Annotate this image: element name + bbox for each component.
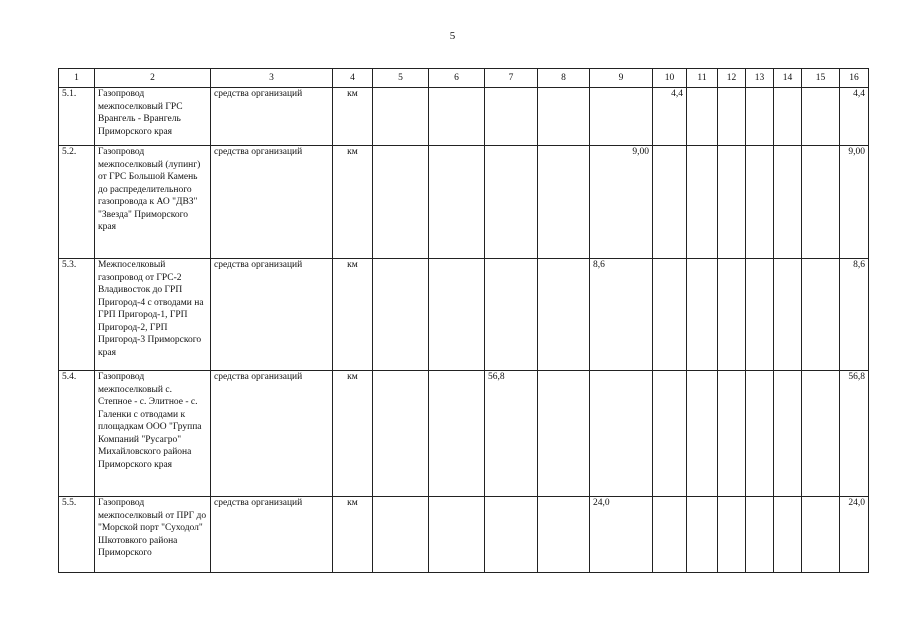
col-header-14: 14: [774, 69, 802, 88]
cell-col16: 8,6: [840, 259, 869, 371]
cell-col6: [429, 371, 485, 497]
cell-col15: [802, 371, 840, 497]
cell-col16: 56,8: [840, 371, 869, 497]
col-header-13: 13: [746, 69, 774, 88]
funding-source: средства организаций: [211, 146, 333, 259]
cell-col5: [373, 497, 429, 573]
cell-col5: [373, 146, 429, 259]
cell-col8: [538, 146, 590, 259]
cell-col13: [746, 497, 774, 573]
cell-col16: 4,4: [840, 88, 869, 146]
cell-col9: 9,00: [590, 146, 653, 259]
cell-col10: [653, 497, 687, 573]
cell-col12: [718, 259, 746, 371]
col-header-8: 8: [538, 69, 590, 88]
page-number: 5: [449, 30, 456, 42]
table-row: [59, 146, 869, 259]
object-name: Межпоселковый газопровод от ГРС-2 Владивосток до ГРП Пригород-4 с отводами на ГРП Пригород-1, ГРП Пригород-2, ГРП Пригород-3 Приморского края: [95, 259, 211, 371]
object-name: Газопровод межпоселковый от ПРГ до "Морской порт "Суходол" Шкотовкого района Приморского: [95, 497, 211, 573]
col-header-3: 3: [211, 69, 333, 88]
table-row: [59, 88, 869, 146]
row-number: 5.2.: [59, 146, 95, 259]
cell-col5: [373, 259, 429, 371]
col-header-7: 7: [485, 69, 538, 88]
table-row: [59, 497, 869, 573]
cell-col14: [774, 497, 802, 573]
cell-col11: [687, 259, 718, 371]
cell-col10: [653, 259, 687, 371]
cell-col9: 8,6: [590, 259, 653, 371]
object-name: Газопровод межпоселковый (лупинг) от ГРС Большой Камень до распределительного газопровода к АО "ДВЗ" "Звезда" Приморского края: [95, 146, 211, 259]
cell-col9: 24,0: [590, 497, 653, 573]
cell-col13: [746, 146, 774, 259]
col-header-15: 15: [802, 69, 840, 88]
unit: км: [333, 259, 373, 371]
cell-col14: [774, 371, 802, 497]
header-row: [59, 69, 869, 88]
unit: км: [333, 497, 373, 573]
row-number: 5.1.: [59, 88, 95, 146]
cell-col6: [429, 88, 485, 146]
cell-col6: [429, 497, 485, 573]
col-header-10: 10: [653, 69, 687, 88]
cell-col8: [538, 497, 590, 573]
cell-col5: [373, 371, 429, 497]
cell-col13: [746, 88, 774, 146]
cell-col10: [653, 371, 687, 497]
cell-col11: [687, 371, 718, 497]
cell-col8: [538, 88, 590, 146]
cell-col14: [774, 259, 802, 371]
cell-col7: [485, 259, 538, 371]
col-header-4: 4: [333, 69, 373, 88]
cell-col5: [373, 88, 429, 146]
cell-col16: 9,00: [840, 146, 869, 259]
funding-source: средства организаций: [211, 371, 333, 497]
col-header-16: 16: [840, 69, 869, 88]
funding-source: средства организаций: [211, 88, 333, 146]
cell-col6: [429, 146, 485, 259]
funding-source: средства организаций: [211, 497, 333, 573]
cell-col15: [802, 497, 840, 573]
col-header-5: 5: [373, 69, 429, 88]
table-row: [59, 371, 869, 497]
cell-col8: [538, 371, 590, 497]
cell-col9: [590, 88, 653, 146]
col-header-9: 9: [590, 69, 653, 88]
cell-col16: 24,0: [840, 497, 869, 573]
object-name: Газопровод межпоселковый ГРС Врангель - Врангель Приморского края: [95, 88, 211, 146]
cell-col6: [429, 259, 485, 371]
cell-col15: [802, 88, 840, 146]
cell-col15: [802, 259, 840, 371]
cell-col9: [590, 371, 653, 497]
cell-col14: [774, 88, 802, 146]
col-header-11: 11: [687, 69, 718, 88]
cell-col14: [774, 146, 802, 259]
funding-source: средства организаций: [211, 259, 333, 371]
object-name: Газопровод межпоселковый с. Степное - с. Элитное - с. Галенки с отводами к площадкам ООО "Группа Компаний "Русагро" Михайловского района Приморского края: [95, 371, 211, 497]
table-row: [59, 259, 869, 371]
cell-col7: 56,8: [485, 371, 538, 497]
col-header-2: 2: [95, 69, 211, 88]
unit: км: [333, 146, 373, 259]
cell-col7: [485, 146, 538, 259]
cell-col12: [718, 371, 746, 497]
cell-col11: [687, 146, 718, 259]
col-header-6: 6: [429, 69, 485, 88]
unit: км: [333, 88, 373, 146]
unit: км: [333, 371, 373, 497]
row-number: 5.3.: [59, 259, 95, 371]
cell-col12: [718, 88, 746, 146]
col-header-12: 12: [718, 69, 746, 88]
cell-col13: [746, 259, 774, 371]
cell-col11: [687, 497, 718, 573]
cell-col13: [746, 371, 774, 497]
investment-table: [58, 68, 869, 573]
cell-col11: [687, 88, 718, 146]
row-number: 5.5.: [59, 497, 95, 573]
cell-col10: 4,4: [653, 88, 687, 146]
cell-col8: [538, 259, 590, 371]
col-header-1: 1: [59, 69, 95, 88]
row-number: 5.4.: [59, 371, 95, 497]
cell-col15: [802, 146, 840, 259]
cell-col12: [718, 146, 746, 259]
cell-col7: [485, 88, 538, 146]
cell-col12: [718, 497, 746, 573]
cell-col10: [653, 146, 687, 259]
cell-col7: [485, 497, 538, 573]
